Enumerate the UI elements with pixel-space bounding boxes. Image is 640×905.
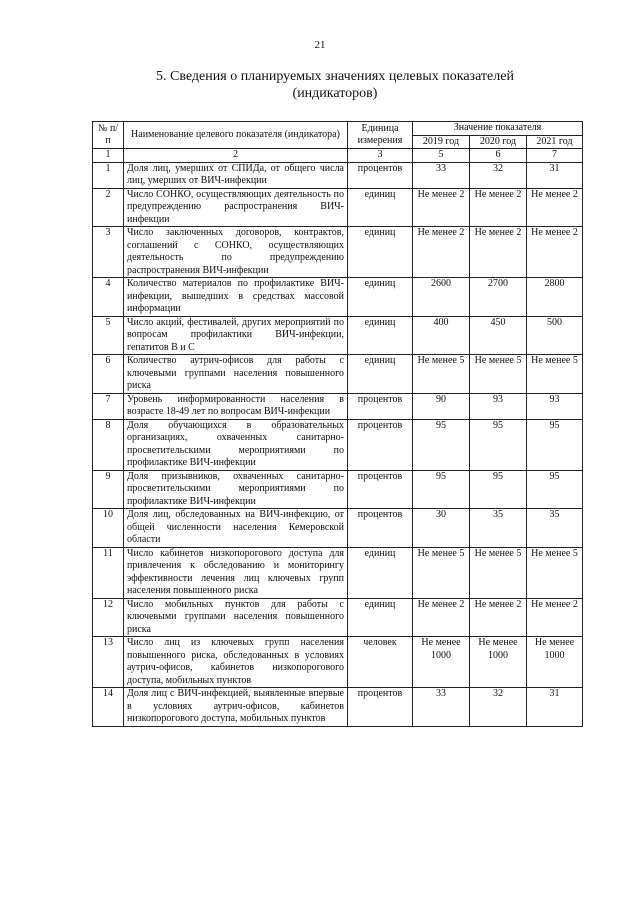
value-2019: Не менее 2 (413, 227, 470, 278)
column-number: 5 (413, 149, 470, 163)
value-2020: Не менее 2 (470, 227, 527, 278)
value-2021: 31 (527, 162, 583, 188)
value-2020: Не менее 2 (470, 188, 527, 227)
row-number: 3 (93, 227, 124, 278)
unit-cell: процентов (348, 509, 413, 548)
value-2020: Не менее 5 (470, 355, 527, 394)
value-2019: Не менее 5 (413, 547, 470, 598)
table-row (93, 188, 583, 227)
indicators-table (92, 121, 583, 727)
value-2020: 95 (470, 419, 527, 470)
value-2021: Не менее 1000 (527, 637, 583, 688)
value-2021: 31 (527, 688, 583, 727)
indicator-name: Доля лиц, обследованных на ВИЧ-инфекцию, от общей численности населения Кемеровской области (124, 509, 348, 548)
section-title (140, 68, 530, 102)
indicator-name: Доля лиц, умерших от СПИДа, от общего числа лиц, умерших от ВИЧ-инфекции (124, 162, 348, 188)
header-num: № п/п (93, 122, 124, 149)
value-2020: 95 (470, 470, 527, 509)
unit-cell: процентов (348, 470, 413, 509)
unit-cell: процентов (348, 419, 413, 470)
value-2020: 35 (470, 509, 527, 548)
column-number: 2 (124, 149, 348, 163)
value-2019: Не менее 2 (413, 188, 470, 227)
value-2019: 90 (413, 393, 470, 419)
page-number: 21 (314, 39, 326, 51)
indicator-name: Число заключенных договоров, контрактов, соглашений с СОНКО, осуществляющих деятельность по предупреждению распространения ВИЧ-инфекции (124, 227, 348, 278)
value-2019: Не менее 5 (413, 355, 470, 394)
row-number: 6 (93, 355, 124, 394)
value-2020: 2700 (470, 278, 527, 317)
indicator-name: Число мобильных пунктов для работы с ключевыми группами населения повышенного риска (124, 598, 348, 637)
header-value-group: Значение показателя (413, 122, 583, 136)
header-year-2021: 2021 год (527, 135, 583, 149)
table-row (93, 278, 583, 317)
row-number: 10 (93, 509, 124, 548)
table-row (93, 598, 583, 637)
table-row (93, 227, 583, 278)
value-2021: Не менее 5 (527, 547, 583, 598)
row-number: 1 (93, 162, 124, 188)
section-title-line-2: (индикаторов) (292, 86, 378, 101)
indicator-name: Число акций, фестивалей, других мероприятий по вопросам профилактики ВИЧ-инфекции, гепатитов В и С (124, 316, 348, 355)
row-number: 13 (93, 637, 124, 688)
indicator-name: Доля призывников, охваченных санитарно-просветительскими мероприятиями по профилактике ВИЧ-инфекции (124, 470, 348, 509)
value-2019: 30 (413, 509, 470, 548)
table-row (93, 509, 583, 548)
unit-cell: процентов (348, 393, 413, 419)
unit-cell: единиц (348, 316, 413, 355)
table-row (93, 419, 583, 470)
row-number: 12 (93, 598, 124, 637)
indicator-name: Доля обучающихся в образовательных организациях, охваченных санитарно-просветительскими мероприятиями по профилактике ВИЧ-инфекции (124, 419, 348, 470)
column-number: 6 (470, 149, 527, 163)
header-unit: Единица измерения (348, 122, 413, 149)
row-number: 7 (93, 393, 124, 419)
row-number: 5 (93, 316, 124, 355)
table-row (93, 393, 583, 419)
column-number: 3 (348, 149, 413, 163)
table-row (93, 162, 583, 188)
unit-cell: единиц (348, 227, 413, 278)
section-title-line-1: 5. Сведения о планируемых значениях целевых показателей (156, 69, 514, 84)
value-2019: 400 (413, 316, 470, 355)
indicator-name: Число лиц из ключевых групп населения повышенного риска, обследованных в условиях аутрич-офисов, кабинетов низкопорогового доступа, мобильных пунктов (124, 637, 348, 688)
value-2019: Не менее 2 (413, 598, 470, 637)
header-year-2019: 2019 год (413, 135, 470, 149)
unit-cell: единиц (348, 278, 413, 317)
value-2019: 33 (413, 688, 470, 727)
column-number: 1 (93, 149, 124, 163)
value-2019: Не менее 1000 (413, 637, 470, 688)
indicator-name: Уровень информированности населения в возрасте 18-49 лет по вопросам ВИЧ-инфекции (124, 393, 348, 419)
table-row (93, 637, 583, 688)
value-2020: Не менее 5 (470, 547, 527, 598)
table-row (93, 470, 583, 509)
row-number: 11 (93, 547, 124, 598)
value-2020: 32 (470, 688, 527, 727)
value-2021: Не менее 2 (527, 188, 583, 227)
value-2021: Не менее 5 (527, 355, 583, 394)
indicator-name: Число СОНКО, осуществляющих деятельность по предупреждению распространения ВИЧ-инфекции (124, 188, 348, 227)
indicator-name: Число кабинетов низкопорогового доступа для привлечения к обследованию и мониторингу эффективности лечения лиц ключевых групп населения повышенного риска (124, 547, 348, 598)
value-2019: 95 (413, 419, 470, 470)
indicator-name: Количество материалов по профилактике ВИЧ-инфекции, вышедших в средствах массовой информации (124, 278, 348, 317)
unit-cell: процентов (348, 688, 413, 727)
row-number: 4 (93, 278, 124, 317)
indicator-name: Доля лиц с ВИЧ-инфекцией, выявленные впервые в условиях аутрич-офисов, кабинетов низкопорогового доступа, мобильных пунктов (124, 688, 348, 727)
row-number: 2 (93, 188, 124, 227)
row-number: 9 (93, 470, 124, 509)
value-2021: 93 (527, 393, 583, 419)
value-2020: 32 (470, 162, 527, 188)
value-2021: 2800 (527, 278, 583, 317)
indicator-name: Количество аутрич-офисов для работы с ключевыми группами населения повышенного риска (124, 355, 348, 394)
value-2020: 450 (470, 316, 527, 355)
value-2020: 93 (470, 393, 527, 419)
unit-cell: человек (348, 637, 413, 688)
value-2019: 2600 (413, 278, 470, 317)
row-number: 14 (93, 688, 124, 727)
value-2021: Не менее 2 (527, 227, 583, 278)
value-2019: 95 (413, 470, 470, 509)
unit-cell: процентов (348, 162, 413, 188)
header-name: Наименование целевого показателя (индикатора) (124, 122, 348, 149)
table-row (93, 316, 583, 355)
row-number: 8 (93, 419, 124, 470)
value-2021: 35 (527, 509, 583, 548)
unit-cell: единиц (348, 547, 413, 598)
header-year-2020: 2020 год (470, 135, 527, 149)
value-2019: 33 (413, 162, 470, 188)
value-2021: 95 (527, 419, 583, 470)
value-2021: 95 (527, 470, 583, 509)
column-number-row (93, 149, 583, 163)
value-2021: 500 (527, 316, 583, 355)
table-row (93, 355, 583, 394)
value-2021: Не менее 2 (527, 598, 583, 637)
table-row (93, 688, 583, 727)
column-number: 7 (527, 149, 583, 163)
unit-cell: единиц (348, 188, 413, 227)
unit-cell: единиц (348, 355, 413, 394)
value-2020: Не менее 1000 (470, 637, 527, 688)
table-body (93, 162, 583, 726)
table-row (93, 547, 583, 598)
value-2020: Не менее 2 (470, 598, 527, 637)
unit-cell: единиц (348, 598, 413, 637)
